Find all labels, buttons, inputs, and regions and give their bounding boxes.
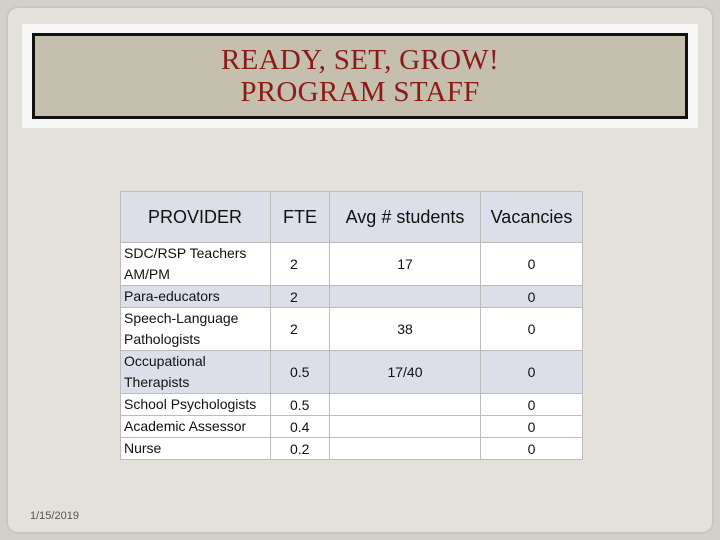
staff-table (120, 191, 583, 460)
table-row (121, 308, 583, 351)
fte-cell: 0.2 (271, 438, 330, 460)
table-row (121, 394, 583, 416)
vacancies-cell: 0 (481, 416, 583, 438)
slide-title (32, 33, 688, 119)
provider-cell: Academic Assessor (121, 416, 271, 438)
header-provider: PROVIDER (121, 192, 271, 243)
provider-cell (121, 351, 271, 394)
vacancies-cell: 0 (481, 308, 583, 351)
header-fte: FTE (271, 192, 330, 243)
vacancies-cell: 0 (481, 351, 583, 394)
vacancies-cell: 0 (481, 243, 583, 286)
slide-date: 1/15/2019 (30, 510, 79, 522)
fte-cell: 0.5 (271, 394, 330, 416)
provider-name: SDC/RSP Teachers (124, 245, 247, 261)
vacancies-cell: 0 (481, 438, 583, 460)
avg-students-cell: 17 (330, 243, 481, 286)
avg-students-cell: 38 (330, 308, 481, 351)
table-row (121, 438, 583, 460)
avg-students-cell (330, 286, 481, 308)
fte-cell: 0.5 (271, 351, 330, 394)
title-line-1: READY, SET, GROW! (221, 44, 499, 76)
avg-students-cell: 17/40 (330, 351, 481, 394)
table-row (121, 286, 583, 308)
provider-name: Occupational (124, 353, 206, 369)
fte-cell: 2 (271, 308, 330, 351)
provider-name-cont: Therapists (124, 374, 190, 390)
title-line-2: PROGRAM STAFF (240, 76, 480, 108)
vacancies-cell: 0 (481, 286, 583, 308)
avg-students-cell (330, 438, 481, 460)
table-row (121, 416, 583, 438)
provider-name: Speech-Language (124, 310, 239, 326)
table-row (121, 351, 583, 394)
provider-cell: School Psychologists (121, 394, 271, 416)
provider-cell: Para-educators (121, 286, 271, 308)
header-avg-students: Avg # students (330, 192, 481, 243)
table-row (121, 243, 583, 286)
vacancies-cell: 0 (481, 394, 583, 416)
fte-cell: 2 (271, 243, 330, 286)
provider-cell (121, 243, 271, 286)
avg-students-cell (330, 416, 481, 438)
header-vacancies: Vacancies (481, 192, 583, 243)
provider-cell (121, 308, 271, 351)
provider-name-cont: Pathologists (124, 331, 201, 347)
table-header-row (121, 192, 583, 243)
avg-students-cell (330, 394, 481, 416)
provider-name-cont: AM/PM (124, 266, 170, 282)
fte-cell: 2 (271, 286, 330, 308)
fte-cell: 0.4 (271, 416, 330, 438)
provider-cell: Nurse (121, 438, 271, 460)
